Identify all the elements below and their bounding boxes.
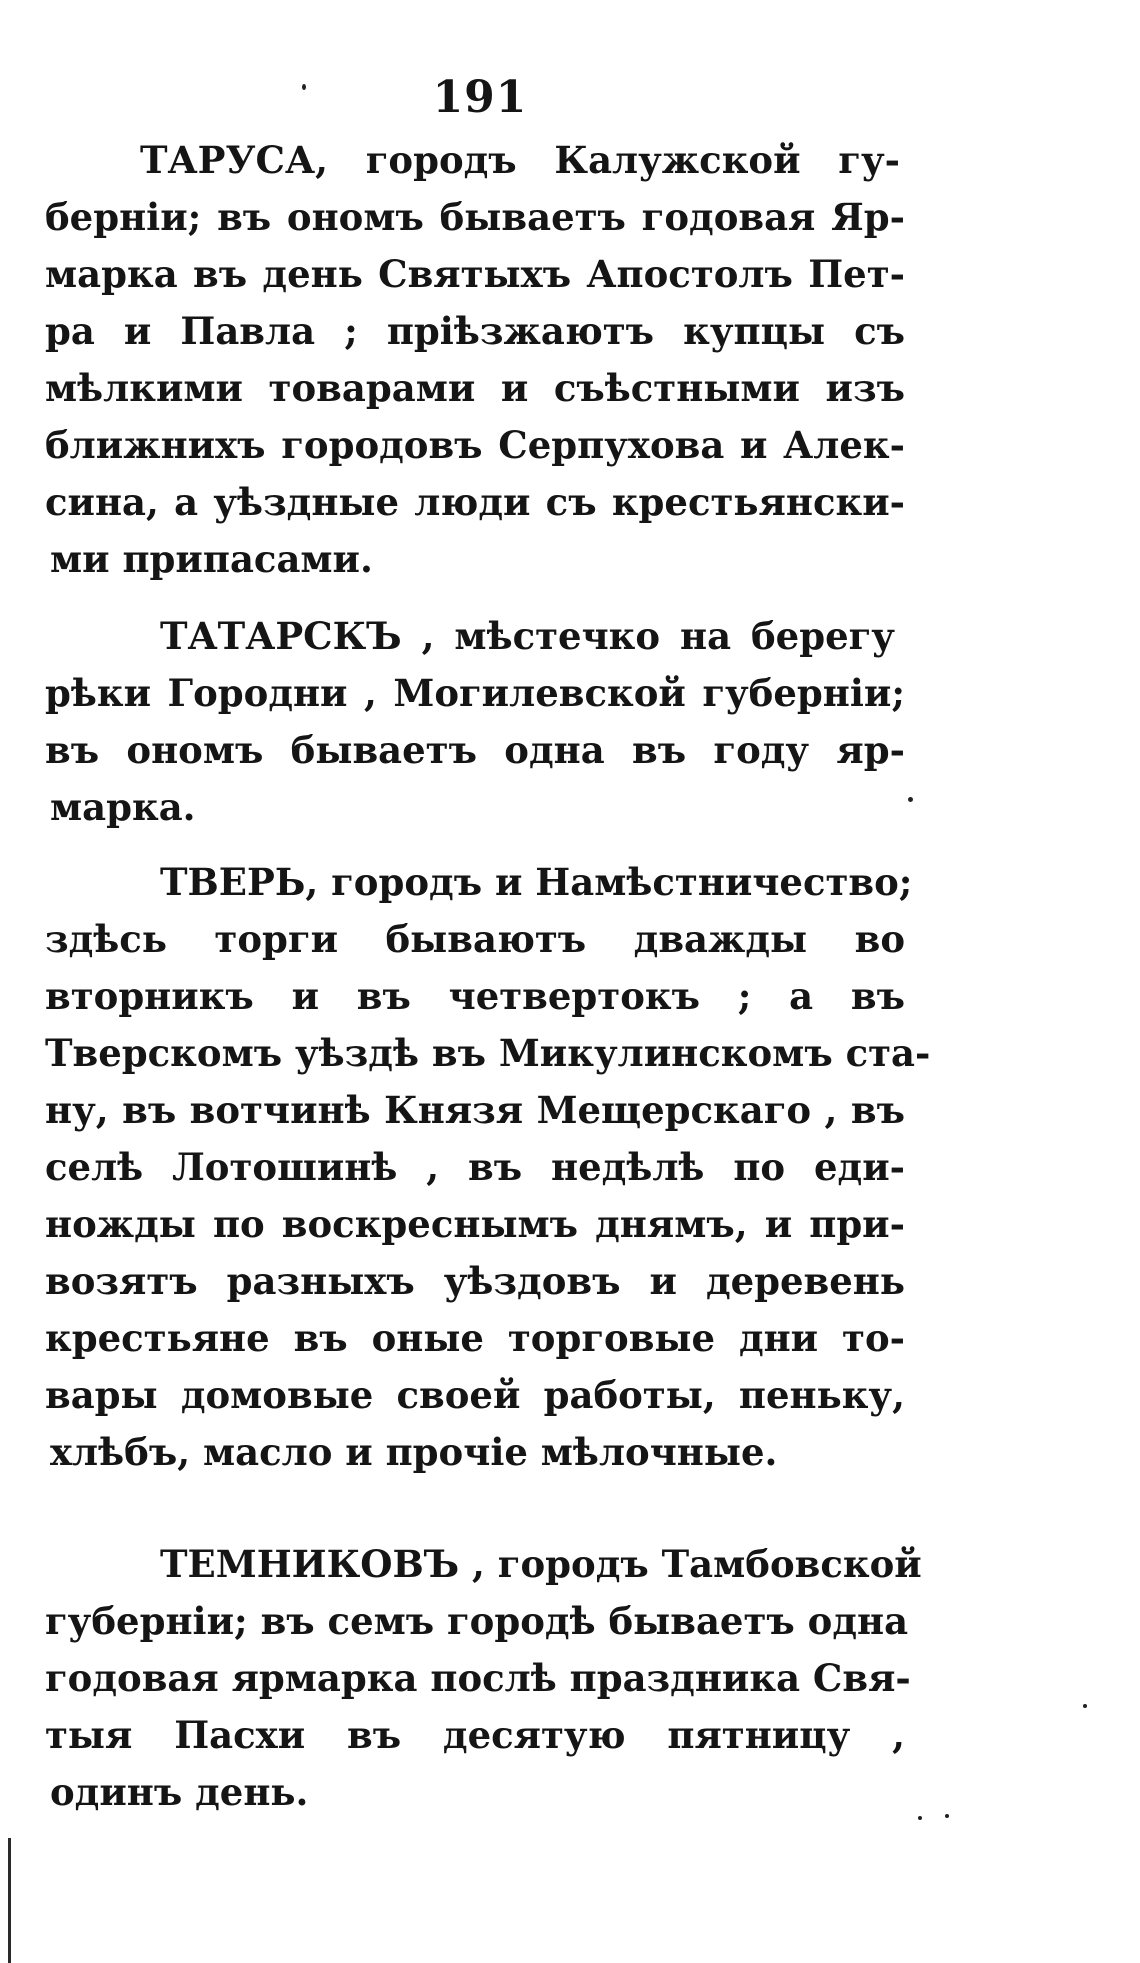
entry-temnikov-line-3: годовая ярмарка послѣ праздника Свя- [45, 1656, 911, 1700]
entry-tarusa-line-2: берніи; въ ономъ бываетъ годовая Яр- [45, 195, 905, 239]
entry-tatarsk-line-2: рѣки Городни , Могилевской губерніи; [45, 671, 905, 715]
entry-tver-line-8: возятъ разныхъ уѣздовъ и деревень [45, 1259, 905, 1303]
entry-temnikov-line-2: губерніи; въ семъ городѣ бываетъ одна [45, 1599, 909, 1643]
entry-tver-line-3: вторникъ и въ четвертокъ ; а въ [45, 974, 905, 1018]
entry-tver-line-5: ну, въ вотчинѣ Князя Мещерскаго , въ [45, 1088, 905, 1132]
page-number: 191 [432, 72, 528, 123]
entry-tarusa-line-6: ближнихъ городовъ Серпухова и Алек- [45, 423, 905, 467]
entry-temnikov-line-4: тыя Пасхи въ десятую пятницу , [45, 1713, 905, 1757]
scan-margin-line [8, 1838, 11, 1963]
entry-tver-line-10: вары домовые своей работы, пеньку, [45, 1373, 905, 1417]
scan-speck [1083, 1704, 1087, 1708]
entry-tarusa-line-1: ТАРУСА, городъ Калужской гу- [140, 138, 900, 182]
scan-speck [918, 1816, 922, 1820]
scan-speck [945, 1814, 949, 1818]
entry-tarusa-line-7: сина, а уѣздные люди съ крестьянски- [45, 480, 905, 524]
entry-tarusa-line-3: марка въ день Святыхъ Апостолъ Пет- [45, 252, 905, 296]
entry-temnikov-line-1: ТЕМНИКОВЪ , городъ Тамбовской [160, 1542, 922, 1586]
entry-tatarsk-line-1: ТАТАРСКЪ , мѣстечко на берегу [160, 614, 895, 658]
entry-tatarsk-line-3: въ ономъ бываетъ одна въ году яр- [45, 728, 905, 772]
entry-tver-line-7: ножды по воскреснымъ днямъ, и при- [45, 1202, 905, 1246]
entry-tver-line-11: хлѣбъ, масло и прочіе мѣлочные. [50, 1430, 778, 1474]
scan-speck [302, 84, 306, 90]
entry-tver-line-9: крестьяне въ оные торговые дни то- [45, 1316, 905, 1360]
entry-tver-line-4: Тверскомъ уѣздѣ въ Микулинскомъ ста- [45, 1031, 931, 1075]
entry-tver-line-2: здѣсь торги бываютъ дважды во [45, 917, 905, 961]
entry-tarusa-line-8: ми припасами. [50, 537, 373, 581]
entry-tver-line-6: селѣ Лотошинѣ , въ недѣлѣ по еди- [45, 1145, 905, 1189]
entry-tatarsk-line-4: марка. [50, 785, 196, 829]
entry-tver-line-1: ТВЕРЬ, городъ и Намѣстничество; [160, 860, 913, 904]
scan-speck [908, 797, 913, 802]
entry-temnikov-line-5: одинъ день. [50, 1770, 309, 1814]
entry-tarusa-line-4: ра и Павла ; пріѣзжаютъ купцы съ [45, 309, 905, 353]
entry-tarusa-line-5: мѣлкими товарами и съѣстными изъ [45, 366, 905, 410]
